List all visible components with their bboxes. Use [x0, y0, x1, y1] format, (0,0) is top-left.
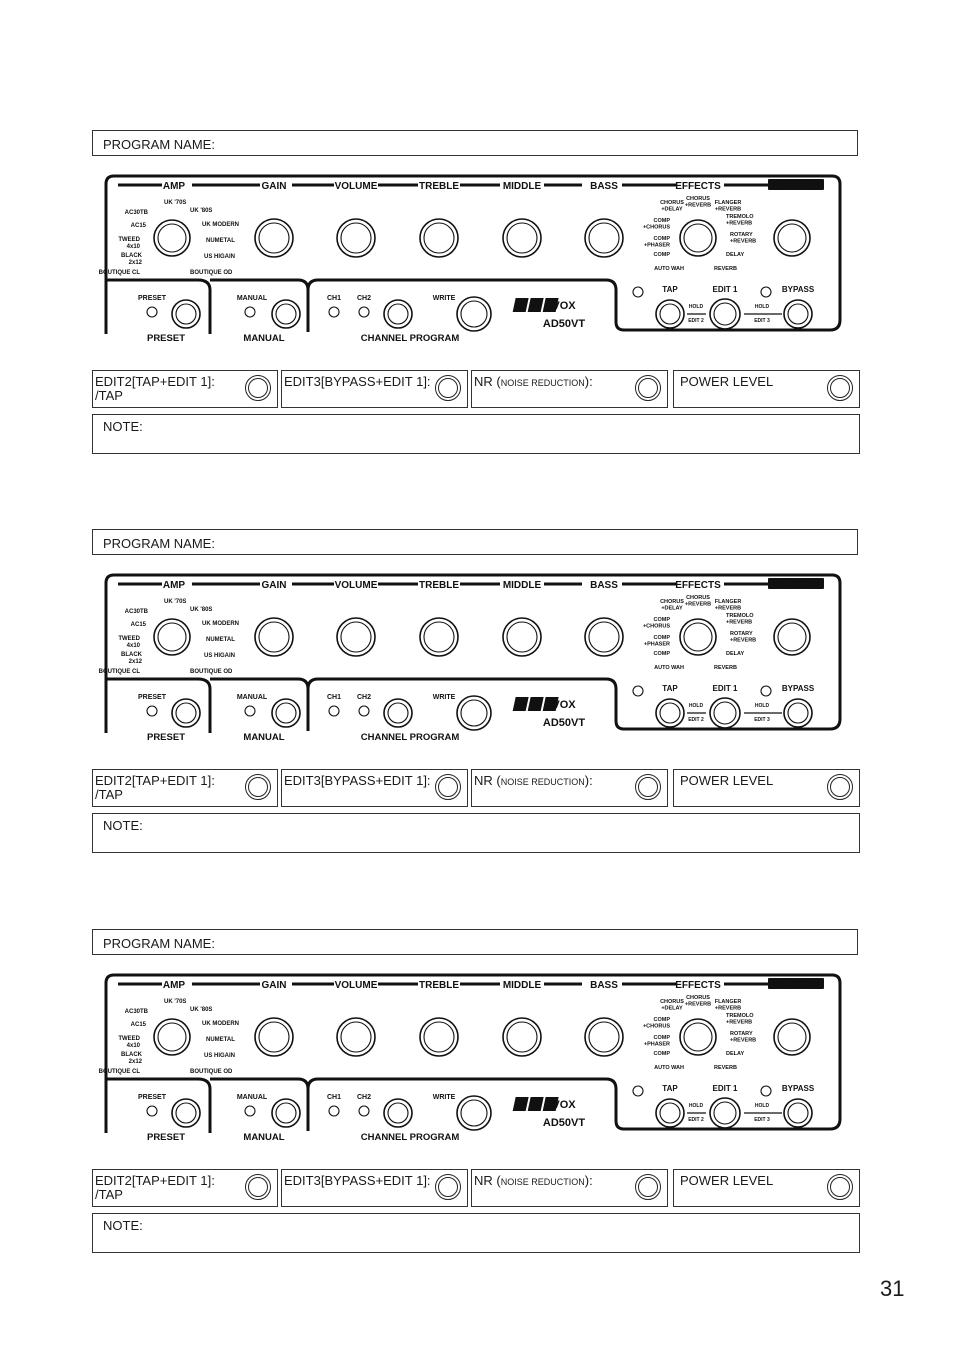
amp-model-label: AC15: [130, 622, 146, 628]
effect-label: +DELAY: [661, 206, 683, 213]
effect-label: FLANGER: [714, 999, 742, 1005]
power-level-label: POWER LEVEL: [680, 1173, 774, 1188]
effect-label: AUTO WAH: [654, 665, 684, 671]
effect-label: FLANGER: [714, 599, 742, 605]
effect-label: +REVERB: [684, 1001, 712, 1008]
hold-label-left: HOLD: [688, 304, 704, 310]
ch2-label: CH2: [356, 1094, 372, 1101]
nr-knob[interactable]: [635, 774, 661, 800]
note-label: NOTE:: [103, 1218, 143, 1233]
preset-button[interactable]: [172, 300, 200, 328]
gain-knob[interactable]: [255, 219, 293, 257]
effect-label: +CHORUS: [642, 1023, 670, 1030]
effect-label: DELAY: [726, 1051, 745, 1057]
amp-model-label: UK '80S: [190, 1007, 213, 1013]
amp-model-label: UK '80S: [190, 208, 213, 214]
ch2-label: CH2: [356, 295, 372, 302]
amp-model-label: TWEED: [118, 237, 140, 243]
amp-model-label: UK '70S: [164, 200, 187, 206]
manual-label-top: MANUAL: [236, 295, 268, 302]
channel-program-label: CHANNEL PROGRAM: [360, 732, 460, 743]
bypass-label: BYPASS: [781, 1084, 815, 1093]
bypass-button[interactable]: [784, 699, 812, 727]
tap-button[interactable]: [656, 1099, 684, 1127]
section-label-master: MASTER: [774, 180, 818, 191]
write-label: WRITE: [432, 1094, 456, 1101]
amp-model-label: 2x12: [128, 659, 142, 665]
preset-led: [147, 706, 157, 716]
edit3-field[interactable]: [281, 1169, 468, 1207]
middle-knob[interactable]: [503, 1018, 541, 1056]
section-label-amp: AMP: [162, 181, 186, 192]
effect-label: COMP: [653, 1035, 670, 1041]
amp-model-label: UK MODERN: [202, 222, 239, 228]
section-label-master: MASTER: [774, 579, 818, 590]
write-label: WRITE: [432, 295, 456, 302]
program-name-label: PROGRAM NAME:: [103, 137, 215, 152]
amp-selector-knob[interactable]: [154, 1019, 190, 1055]
edit3-label: EDIT3[BYPASS+EDIT 1]:: [284, 374, 431, 389]
amp-model-label: UK '70S: [164, 999, 187, 1005]
tap-label: TAP: [662, 285, 678, 294]
gain-knob[interactable]: [255, 1018, 293, 1056]
brand-text: VOX: [552, 300, 576, 312]
manual-led: [245, 706, 255, 716]
write-button[interactable]: [457, 297, 491, 331]
bypass-label: BYPASS: [781, 684, 815, 693]
bypass-button[interactable]: [784, 300, 812, 328]
amp-model-label: NUMETAL: [206, 637, 235, 643]
manual-button[interactable]: [272, 699, 300, 727]
nr-field[interactable]: [471, 370, 668, 408]
vox-logo: [513, 1097, 577, 1111]
treble-knob[interactable]: [420, 618, 458, 656]
note-field[interactable]: [92, 414, 860, 454]
ch1-led: [329, 307, 339, 317]
volume-knob[interactable]: [337, 618, 375, 656]
edit2-small-label: EDIT 2: [688, 1117, 704, 1123]
amp-panel-diagram: [92, 973, 860, 1143]
amp-model-label: BLACK: [121, 652, 142, 658]
volume-knob[interactable]: [337, 219, 375, 257]
amp-model-label: 4x10: [126, 1043, 140, 1049]
vox-logo: [513, 298, 577, 312]
section-label-effects: EFFECTS: [675, 580, 721, 591]
page-number: 31: [880, 1276, 905, 1301]
edit3-knob[interactable]: [435, 774, 461, 800]
edit3-field[interactable]: [281, 370, 468, 408]
edit2-knob[interactable]: [245, 375, 271, 401]
effect-label: ROTARY: [730, 631, 753, 637]
section-label-middle: MIDDLE: [502, 580, 542, 591]
edit2-knob[interactable]: [245, 1174, 271, 1200]
bypass-label: BYPASS: [781, 285, 815, 294]
power-level-label: POWER LEVEL: [680, 374, 774, 389]
channel-button[interactable]: [384, 300, 412, 328]
effect-label: +REVERB: [730, 238, 757, 245]
section-label-bass: BASS: [590, 580, 618, 591]
effect-label: REVERB: [714, 1065, 737, 1071]
write-label: WRITE: [432, 694, 456, 701]
nr-field[interactable]: [471, 769, 668, 807]
program-name-field[interactable]: [92, 929, 858, 955]
section-headers: [118, 179, 824, 192]
section-label-gain: GAIN: [261, 580, 287, 591]
preset-label-top: PRESET: [137, 694, 167, 701]
section-label-middle: MIDDLE: [502, 980, 542, 991]
edit1-button[interactable]: [710, 299, 740, 329]
effect-label: CHORUS: [660, 999, 684, 1005]
amp-model-label: 4x10: [126, 643, 140, 649]
manual-button[interactable]: [272, 1099, 300, 1127]
bypass-led: [761, 1086, 771, 1096]
gain-knob[interactable]: [255, 618, 293, 656]
effects-selector-knob[interactable]: [680, 220, 716, 256]
edit2-field[interactable]: [92, 769, 278, 807]
preset-button[interactable]: [172, 699, 200, 727]
ch2-led: [359, 706, 369, 716]
amp-model-label: UK MODERN: [202, 1021, 239, 1027]
channel-button[interactable]: [384, 1099, 412, 1127]
preset-label: PRESET: [146, 1132, 186, 1143]
amp-model-label: BOUTIQUE OD: [190, 669, 233, 675]
section-headers: [118, 978, 824, 991]
effect-label: CHORUS: [660, 599, 684, 605]
effect-label: COMP: [653, 1017, 670, 1023]
effect-label: +REVERB: [726, 220, 753, 227]
bypass-button[interactable]: [784, 1099, 812, 1127]
bass-knob[interactable]: [585, 618, 623, 656]
amp-model-label: AC30TB: [124, 1009, 148, 1015]
effect-label: REVERB: [714, 266, 737, 272]
ch1-label: CH1: [326, 694, 342, 701]
program-name-label: PROGRAM NAME:: [103, 936, 215, 951]
effect-label: +DELAY: [661, 605, 683, 612]
preset-label-top: PRESET: [137, 1094, 167, 1101]
channel-button[interactable]: [384, 699, 412, 727]
effect-label: +REVERB: [730, 637, 757, 644]
effect-label: +REVERB: [730, 1037, 757, 1044]
edit3-small-label: EDIT 3: [754, 318, 770, 324]
effect-label: +PHASER: [643, 242, 670, 249]
nr-knob[interactable]: [635, 375, 661, 401]
edit3-knob[interactable]: [435, 375, 461, 401]
effect-label: AUTO WAH: [654, 266, 684, 272]
section-label-amp: AMP: [162, 580, 186, 591]
amp-model-label: BLACK: [121, 1052, 142, 1058]
vox-logo: [513, 697, 577, 711]
effect-label: TREMOLO: [726, 214, 754, 220]
effect-label: +CHORUS: [642, 623, 670, 630]
edit2-small-label: EDIT 2: [688, 717, 704, 723]
middle-knob[interactable]: [503, 618, 541, 656]
amp-model-label: UK '80S: [190, 607, 213, 613]
effect-label: +REVERB: [714, 1005, 742, 1012]
amp-model-label: AC15: [130, 1022, 146, 1028]
section-label-middle: MIDDLE: [502, 181, 542, 192]
edit2-label: EDIT2[TAP+EDIT 1]: /TAP: [95, 773, 215, 802]
amp-model-label: BOUTIQUE OD: [190, 270, 233, 276]
manual-label: MANUAL: [243, 732, 285, 743]
ch2-led: [359, 307, 369, 317]
manual-button[interactable]: [272, 300, 300, 328]
amp-model-label: NUMETAL: [206, 238, 235, 244]
amp-panel-diagram: [92, 573, 860, 743]
effect-label: REVERB: [714, 665, 737, 671]
hold-label-right: HOLD: [754, 304, 770, 310]
edit3-small-label: EDIT 3: [754, 717, 770, 723]
edit3-small-label: EDIT 3: [754, 1117, 770, 1123]
edit1-label: EDIT 1: [712, 285, 738, 294]
amp-model-label: US HIGAIN: [204, 1053, 236, 1059]
program-name-label: PROGRAM NAME:: [103, 536, 215, 551]
section-label-effects: EFFECTS: [675, 980, 721, 991]
amp-selector-knob[interactable]: [154, 619, 190, 655]
amp-model-label: TWEED: [118, 1036, 140, 1042]
brand-text: VOX: [552, 1099, 576, 1111]
power-level-label: POWER LEVEL: [680, 773, 774, 788]
effect-label: CHORUS: [686, 995, 710, 1001]
section-label-treble: TREBLE: [419, 580, 459, 591]
amp-selector-knob[interactable]: [154, 220, 190, 256]
manual-label-top: MANUAL: [236, 694, 268, 701]
treble-knob[interactable]: [420, 1018, 458, 1056]
edit3-field[interactable]: [281, 769, 468, 807]
write-button[interactable]: [457, 1096, 491, 1130]
hold-label-left: HOLD: [688, 703, 704, 709]
ch2-led: [359, 1106, 369, 1116]
amp-model-label: BOUTIQUE OD: [190, 1069, 233, 1075]
edit3-knob[interactable]: [435, 1174, 461, 1200]
effect-label: COMP: [653, 635, 670, 641]
section-headers: [118, 578, 824, 591]
nr-label: NR (NOISE REDUCTION):: [474, 773, 593, 788]
write-button[interactable]: [457, 696, 491, 730]
effects-selector-knob[interactable]: [680, 619, 716, 655]
edit1-button[interactable]: [710, 698, 740, 728]
edit3-label: EDIT3[BYPASS+EDIT 1]:: [284, 773, 431, 788]
amp-panel-diagram: [92, 174, 860, 344]
edit1-label: EDIT 1: [712, 1084, 738, 1093]
hold-label-left: HOLD: [688, 1103, 704, 1109]
edit1-label: EDIT 1: [712, 684, 738, 693]
nr-knob[interactable]: [635, 1174, 661, 1200]
tap-button[interactable]: [656, 300, 684, 328]
channel-program-label: CHANNEL PROGRAM: [360, 333, 460, 344]
effect-label: +REVERB: [726, 619, 753, 626]
program-name-field[interactable]: [92, 529, 858, 555]
manual-led: [245, 1106, 255, 1116]
amp-model-label: BOUTIQUE CL: [98, 669, 140, 675]
amp-model-label: 4x10: [126, 244, 140, 250]
hold-label-right: HOLD: [754, 1103, 770, 1109]
effect-label: CHORUS: [686, 595, 710, 601]
edit3-label: EDIT3[BYPASS+EDIT 1]:: [284, 1173, 431, 1188]
volume-knob[interactable]: [337, 1018, 375, 1056]
effect-label: +REVERB: [684, 202, 712, 209]
power-level-knob[interactable]: [827, 1174, 853, 1200]
effect-label: COMP: [653, 651, 670, 657]
effect-label: FLANGER: [714, 200, 742, 206]
bypass-led: [761, 287, 771, 297]
amp-model-label: BOUTIQUE CL: [98, 1069, 140, 1075]
effect-label: +REVERB: [726, 1019, 753, 1026]
tap-button[interactable]: [656, 699, 684, 727]
tap-led: [633, 287, 643, 297]
tap-label: TAP: [662, 1084, 678, 1093]
power-level-field[interactable]: [673, 769, 860, 807]
edit2-knob[interactable]: [245, 774, 271, 800]
nr-label: NR (NOISE REDUCTION):: [474, 374, 593, 389]
effect-label: +DELAY: [661, 1005, 683, 1012]
amp-model-label: US HIGAIN: [204, 254, 236, 260]
model-name: AD50VT: [542, 318, 586, 330]
tap-led: [633, 1086, 643, 1096]
master-knob[interactable]: [774, 1019, 810, 1055]
effect-label: COMP: [653, 617, 670, 623]
channel-program-label: CHANNEL PROGRAM: [360, 1132, 460, 1143]
section-label-bass: BASS: [590, 181, 618, 192]
effect-label: +REVERB: [714, 206, 742, 213]
section-label-treble: TREBLE: [419, 980, 459, 991]
amp-model-label: 2x12: [128, 260, 142, 266]
hold-label-right: HOLD: [754, 703, 770, 709]
amp-model-label: BLACK: [121, 253, 142, 259]
preset-label: PRESET: [146, 732, 186, 743]
edit2-label: EDIT2[TAP+EDIT 1]: /TAP: [95, 1173, 215, 1202]
section-label-amp: AMP: [162, 980, 186, 991]
effect-label: DELAY: [726, 651, 745, 657]
manual-label: MANUAL: [243, 333, 285, 344]
edit2-label: EDIT2[TAP+EDIT 1]: /TAP: [95, 374, 215, 403]
bypass-led: [761, 686, 771, 696]
ch2-label: CH2: [356, 694, 372, 701]
tap-label: TAP: [662, 684, 678, 693]
ch1-led: [329, 1106, 339, 1116]
section-label-volume: VOLUME: [334, 980, 378, 991]
note-label: NOTE:: [103, 419, 143, 434]
section-label-volume: VOLUME: [334, 580, 378, 591]
effect-label: +REVERB: [684, 601, 712, 608]
amp-model-label: UK '70S: [164, 599, 187, 605]
amp-model-label: AC30TB: [124, 609, 148, 615]
effects-selector-knob[interactable]: [680, 1019, 716, 1055]
effect-label: ROTARY: [730, 232, 753, 238]
effect-label: AUTO WAH: [654, 1065, 684, 1071]
section-label-effects: EFFECTS: [675, 181, 721, 192]
amp-model-label: US HIGAIN: [204, 653, 236, 659]
note-label: NOTE:: [103, 818, 143, 833]
preset-led: [147, 1106, 157, 1116]
program-name-field[interactable]: [92, 130, 858, 156]
brand-text: VOX: [552, 699, 576, 711]
manual-label: MANUAL: [243, 1132, 285, 1143]
nr-field[interactable]: [471, 1169, 668, 1207]
effect-label: +PHASER: [643, 1041, 670, 1048]
amp-model-label: AC15: [130, 223, 146, 229]
effect-label: COMP: [653, 1051, 670, 1057]
section-label-master: MASTER: [774, 979, 818, 990]
bass-knob[interactable]: [585, 1018, 623, 1056]
power-level-field[interactable]: [673, 370, 860, 408]
note-field[interactable]: [92, 1213, 860, 1253]
preset-label-top: PRESET: [137, 295, 167, 302]
effect-label: COMP: [653, 236, 670, 242]
effect-label: COMP: [653, 218, 670, 224]
effect-label: TREMOLO: [726, 613, 754, 619]
power-level-field[interactable]: [673, 1169, 860, 1207]
preset-led: [147, 307, 157, 317]
edit2-field[interactable]: [92, 370, 278, 408]
effect-label: ROTARY: [730, 1031, 753, 1037]
nr-label: NR (NOISE REDUCTION):: [474, 1173, 593, 1188]
section-label-bass: BASS: [590, 980, 618, 991]
effect-label: COMP: [653, 252, 670, 258]
model-name: AD50VT: [542, 717, 586, 729]
note-field[interactable]: [92, 813, 860, 853]
section-label-gain: GAIN: [261, 980, 287, 991]
effect-label: +CHORUS: [642, 224, 670, 231]
section-label-gain: GAIN: [261, 181, 287, 192]
amp-model-label: 2x12: [128, 1059, 142, 1065]
power-level-knob[interactable]: [827, 774, 853, 800]
section-label-treble: TREBLE: [419, 181, 459, 192]
amp-model-label: AC30TB: [124, 210, 148, 216]
ch1-label: CH1: [326, 1094, 342, 1101]
amp-model-label: UK MODERN: [202, 621, 239, 627]
effect-label: TREMOLO: [726, 1013, 754, 1019]
edit1-button[interactable]: [710, 1098, 740, 1128]
model-name: AD50VT: [542, 1117, 586, 1129]
master-knob[interactable]: [774, 619, 810, 655]
effect-label: CHORUS: [686, 196, 710, 202]
edit2-field[interactable]: [92, 1169, 278, 1207]
tap-led: [633, 686, 643, 696]
middle-knob[interactable]: [503, 219, 541, 257]
effect-label: DELAY: [726, 252, 745, 258]
power-level-knob[interactable]: [827, 375, 853, 401]
preset-label: PRESET: [146, 333, 186, 344]
treble-knob[interactable]: [420, 219, 458, 257]
ch1-led: [329, 706, 339, 716]
preset-button[interactable]: [172, 1099, 200, 1127]
ch1-label: CH1: [326, 295, 342, 302]
effect-label: CHORUS: [660, 200, 684, 206]
manual-label-top: MANUAL: [236, 1094, 268, 1101]
amp-model-label: TWEED: [118, 636, 140, 642]
master-knob[interactable]: [774, 220, 810, 256]
section-label-volume: VOLUME: [334, 181, 378, 192]
bass-knob[interactable]: [585, 219, 623, 257]
manual-led: [245, 307, 255, 317]
amp-model-label: BOUTIQUE CL: [98, 270, 140, 276]
effect-label: +REVERB: [714, 605, 742, 612]
amp-model-label: NUMETAL: [206, 1037, 235, 1043]
effect-label: +PHASER: [643, 641, 670, 648]
edit2-small-label: EDIT 2: [688, 318, 704, 324]
